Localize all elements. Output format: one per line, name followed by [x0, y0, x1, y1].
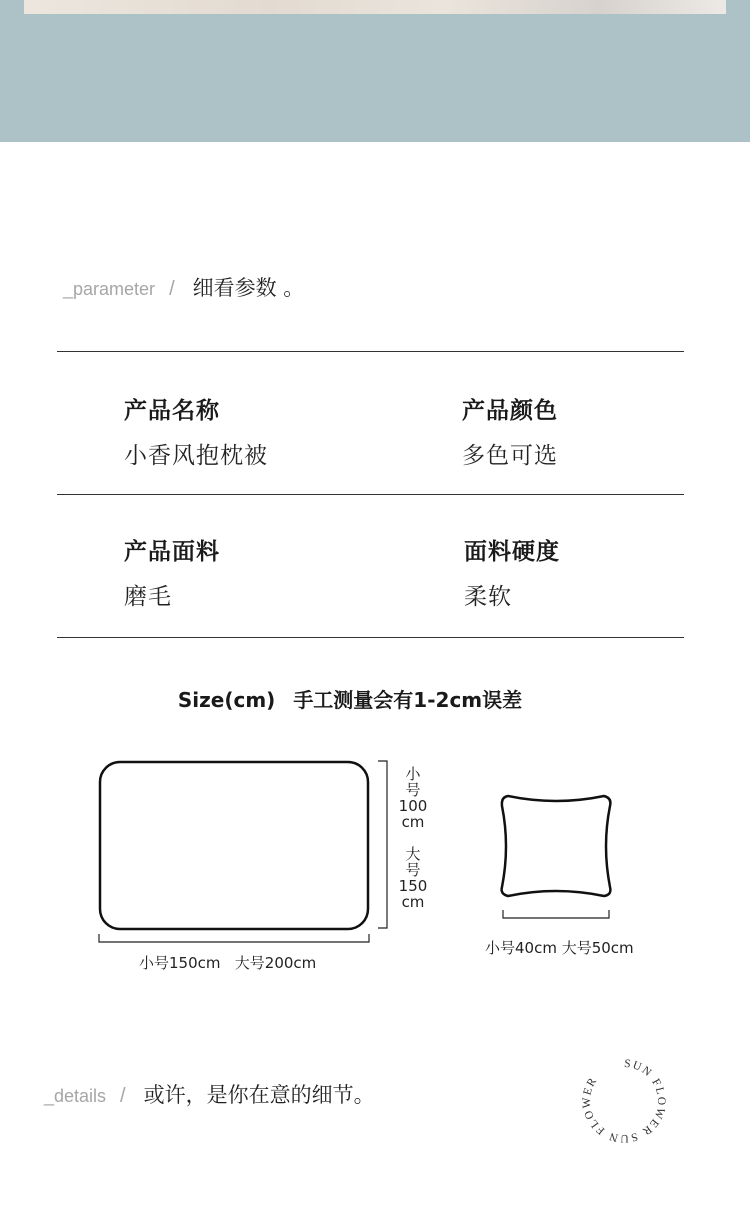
param-label: 产品面料: [124, 539, 220, 565]
details-section-header: [44, 1079, 375, 1109]
label-number: 150: [398, 877, 428, 895]
param-value: 柔软: [464, 584, 512, 610]
label-char: 大: [405, 845, 421, 863]
parameter-section-slash: /: [169, 278, 175, 300]
label-char: 号: [405, 861, 421, 879]
label-char: 号: [405, 781, 421, 799]
parameter-section-title: 细看参数 。: [192, 276, 305, 300]
pillow-outline: [502, 796, 611, 896]
quilt-width-bracket: [99, 934, 369, 942]
quilt-height-bracket: [378, 761, 387, 928]
label-number: 100: [398, 797, 428, 815]
stamp-text: SUN FLOWER SUN FLOWER: [580, 1057, 668, 1145]
sunflower-stamp: [581, 1058, 667, 1144]
parameter-section-en: _parameter: [63, 279, 156, 299]
svg-text:SUN FLOWER SUN FLOWER: [581, 1058, 667, 1144]
size-title-unit: Size(cm): [177, 688, 276, 712]
pillow-size-label: 小号40cm 大号50cm: [485, 939, 634, 957]
param-value: 磨毛: [124, 584, 172, 610]
param-value: 多色可选: [462, 443, 558, 469]
quilt-outline: [100, 762, 368, 929]
label-unit: cm: [401, 893, 425, 911]
details-section-en: _details: [44, 1086, 107, 1106]
details-section-slash: /: [120, 1085, 126, 1107]
label-char: 小: [405, 765, 421, 783]
param-value: 小香风抱枕被: [124, 443, 268, 469]
details-section-title: 或许，是你在意的细节。: [143, 1083, 375, 1107]
param-label: 产品颜色: [462, 398, 558, 424]
quilt-height-small-label: [393, 766, 433, 830]
param-label: 面料硬度: [464, 539, 560, 565]
label-unit: cm: [401, 813, 425, 831]
quilt-width-label: 小号150cm 大号200cm: [139, 954, 317, 972]
param-label: 产品名称: [124, 398, 220, 424]
quilt-height-large-label: [393, 846, 433, 910]
size-title-note: 手工测量会有1-2cm误差: [293, 688, 523, 712]
pillow-width-bracket: [503, 910, 609, 918]
